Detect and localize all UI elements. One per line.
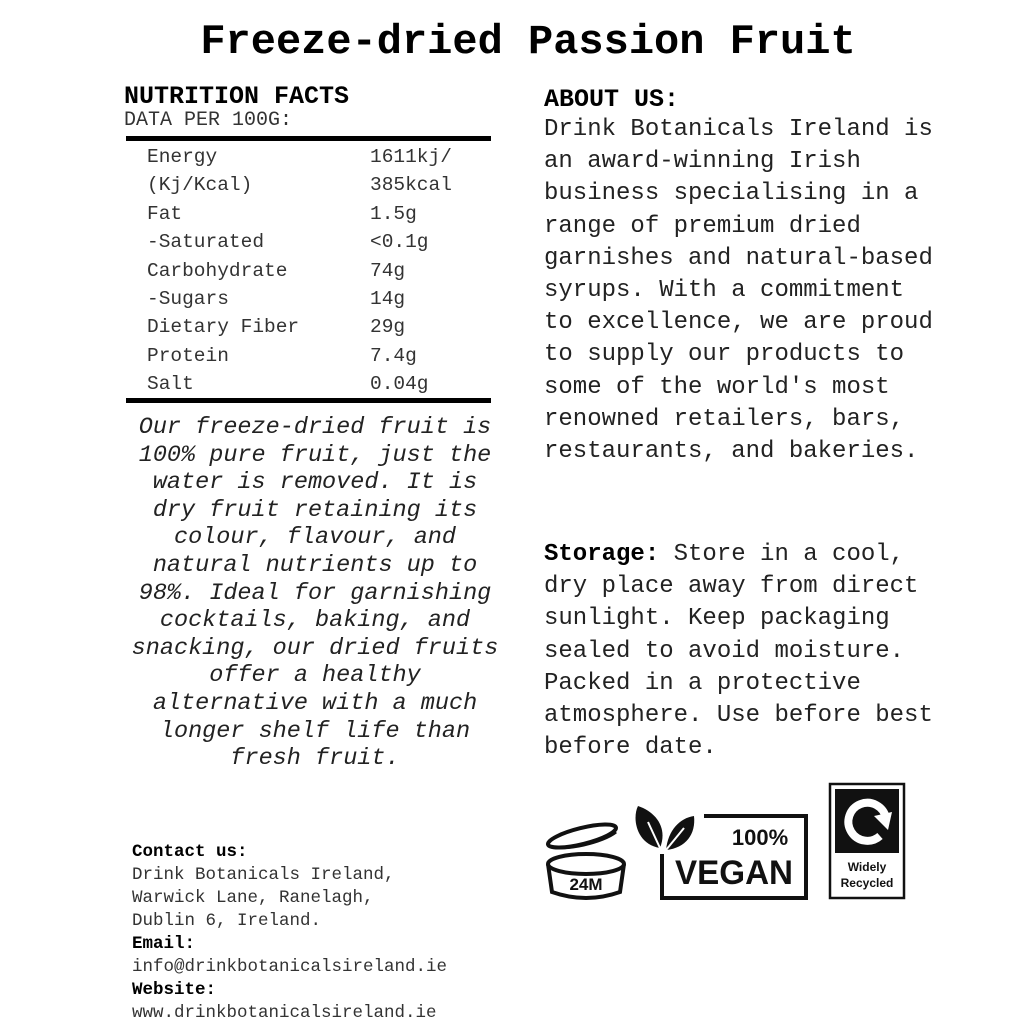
nutrition-row [147, 313, 477, 341]
product-description: Our freeze-dried fruit is 100% pure fruit, just the water is removed. It is dry fruit retaining its colour, flavour, and natural nutrients up to 98%. Ideal for garnishing cocktails, baking, and snacking, our dried fruits offer a healthy alternative with a much longer shelf life than fresh fruit. [131, 414, 499, 773]
nutrition-subheading: DATA PER 100G: [124, 109, 293, 132]
vegan-badge [634, 804, 809, 902]
nutrition-row [147, 228, 477, 256]
widely-recycled-badge [828, 782, 906, 900]
recycle-line2: Recycled [840, 876, 894, 890]
about-body: Drink Botanicals Ireland is an award-winning Irish business specialising in a range of premium dried garnishes and natural-based syrups. With a commitment to excellence, we are proud to supply our products to some of the world's most renowned retailers, bars, restaurants, and bakeries. [544, 116, 933, 466]
nutrient-value: 14g [370, 288, 406, 311]
vegan-percent: 100% [731, 825, 789, 850]
nutrient-name: Carbohydrate [147, 259, 288, 282]
nutrient-name: -Sugars [147, 288, 229, 311]
nutrition-row [147, 370, 477, 398]
nutrient-name: -Saturated [147, 231, 265, 254]
nutrition-bottom-rule [126, 398, 491, 403]
website-address: www.drinkbotanicalsireland.ie [132, 1003, 437, 1023]
product-title: Freeze-dried Passion Fruit [200, 18, 856, 66]
nutrition-row [147, 143, 477, 171]
nutrient-name: Fat [147, 202, 183, 225]
nutrition-row [147, 285, 477, 313]
nutrient-name: Energy [147, 146, 218, 168]
address-line: Warwick Lane, Ranelagh, [132, 888, 374, 908]
pao-label: 24M [569, 875, 603, 894]
vegan-leaf-icon [634, 804, 704, 854]
nutrient-value: 1611kj/ [370, 146, 452, 168]
nutrient-name: Salt [147, 373, 194, 396]
nutrition-row [147, 171, 477, 199]
nutrient-value: 7.4g [370, 344, 417, 367]
nutrient-name: Dietary Fiber [147, 316, 300, 339]
about-heading: ABOUT US: [544, 85, 680, 114]
recycle-line1: Widely [847, 860, 887, 874]
email-address: info@drinkbotanicalsireland.ie [132, 957, 448, 977]
nutrient-value: 0.04g [370, 373, 429, 396]
nutrient-value: 29g [370, 316, 406, 339]
nutrient-name: (Kj/Kcal) [147, 174, 253, 197]
address-line: Dublin 6, Ireland. [132, 911, 322, 931]
nutrition-heading: NUTRITION FACTS [124, 82, 350, 111]
storage-text: Store in a cool, dry place away from direct sunlight. Keep packaging sealed to avoid moisture. Packed in a protective atmosphere. Use before best before date. [544, 541, 933, 762]
address-line: Drink Botanicals Ireland, [132, 865, 395, 885]
nutrition-row [147, 200, 477, 228]
nutrient-value: 385kcal [370, 174, 452, 197]
certification-icons [544, 780, 924, 910]
website-label: Website: [132, 980, 217, 1000]
nutrient-name: Protein [147, 344, 229, 367]
nutrient-value: <0.1g [370, 231, 429, 254]
storage-label: Storage: [544, 541, 660, 568]
nutrition-row [147, 342, 477, 370]
storage-block [544, 539, 934, 764]
nutrition-table [147, 143, 477, 399]
vegan-label: VEGAN [675, 854, 793, 892]
contact-block [132, 841, 512, 1025]
open-jar-icon [544, 822, 636, 902]
email-label: Email: [132, 934, 196, 954]
contact-heading: Contact us: [132, 842, 248, 862]
nutrition-row [147, 257, 477, 285]
nutrient-value: 1.5g [370, 202, 417, 225]
nutrition-top-rule [126, 136, 491, 141]
nutrient-value: 74g [370, 259, 406, 282]
